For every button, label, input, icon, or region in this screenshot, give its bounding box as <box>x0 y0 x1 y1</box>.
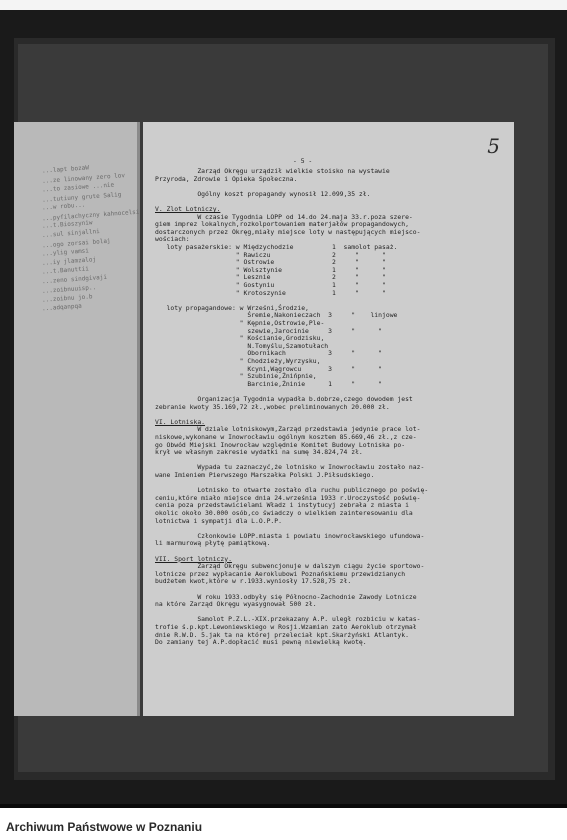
left-page-faint-line: ...t.Bioszyniw <box>41 219 93 230</box>
document-line: " Ostrowie 2 " " <box>155 258 386 267</box>
document-line: " Krotoszynie 1 " " <box>155 288 386 297</box>
document-line: Samolot P.Z.L.-XIX.przekazany A.P. uległ rozbiciu w katas- <box>155 615 421 624</box>
document-line: " Kościanie,Grodzisku, <box>155 334 325 343</box>
document-line: Obornikach 3 " " <box>155 349 383 358</box>
left-page <box>14 122 140 716</box>
document-page <box>143 122 514 716</box>
document-line: Śremie,Nakonieczach 3 " linjowe <box>155 311 398 320</box>
document-line: Zarząd Okręgu urządził wielkie stoisko na wystawie <box>155 167 390 175</box>
document-line: ceniu,które miało miejsce dnia 24.września 1933 r.Uroczystość poświę- <box>155 493 421 502</box>
archive-label: Archiwum Państwowe w Poznaniu <box>6 820 203 834</box>
document-line: giem imprez lokalnych,rozkolportowaniem materjałów propagandowych, <box>155 220 409 229</box>
document-line: W roku 1933.odbyły się Północno-Zachodnie Zawody Lotnicze <box>155 592 417 601</box>
document-line: Członkowie LOPP.miasta i powiatu inowrocławskiego ufundowa- <box>155 531 425 540</box>
document-line: loty propagandowe: w Wrześni,Środzie, <box>155 303 309 312</box>
left-page-faint-line: ...sul sinjallni <box>41 228 100 240</box>
document-line: " Wolsztynie 1 " " <box>155 265 386 274</box>
left-page-faint-line: ...ylig vamsi <box>41 247 90 258</box>
document-line: W dziale lotniskowym,Zarząd przedstawia jedynie prace lot- <box>155 425 421 434</box>
document-line: go Obwód Miejski Inowrocław względnie Komitet Budowy Lotniska po- <box>155 440 406 449</box>
left-page-faint-line: ...lapt bozaW <box>41 164 90 175</box>
document-line: " Kępnie,Ostrowie,Ple- <box>155 319 325 327</box>
document-line: budżetem kwot,które w r.1933.wyniosły 17.528,75 zł. <box>155 577 352 586</box>
document-line: Kcyni,Wągrowcu 3 " " <box>155 364 383 373</box>
left-page-faint-line: ...ze linowany zero lov <box>41 172 126 186</box>
document-line: cenia poza przedstawicielami Władz i instytucyj zebrała z miasta i <box>155 501 409 510</box>
left-page-faint-line: ...pyfilachyczny kahnocelsi <box>41 208 140 223</box>
document-line: Wypada tu zaznaczyć,że lotnisko w Inowrocławiu zostało naz- <box>155 463 425 472</box>
document-line: Organizacja Tygodnia wypadła b.dobrze,czego dowodem jest <box>155 395 413 403</box>
document-line: " Gostyniu 1 " " <box>155 281 386 289</box>
document-line: Lotnisko to otwarte zostało dla ruchu publicznego po poświę- <box>155 486 429 495</box>
left-page-faint-line: ...ogo zorsai bolaj <box>41 237 111 249</box>
document-line: lotnicze przez wypłacanie Aeroklubowi Poznańskiemu przewidzianych <box>155 569 406 578</box>
document-line: Barcinie,Żninie 1 " " <box>155 379 383 388</box>
document-line: Przyroda, Zdrowie i Opieka Społeczna. <box>155 174 298 183</box>
top-bar <box>0 0 567 10</box>
left-page-faint-line: ...to zasiowe ...nie <box>41 181 115 194</box>
document-line: niskowe,wykonane w Inowrocławiu ogólnym kosztem 85.669,46 zł.,z cze- <box>155 433 417 441</box>
document-line: lotnictwa i sympatji dla L.O.P.P. <box>155 516 282 525</box>
left-page-faint-line: ...adqanpqa <box>41 302 82 313</box>
page-marker: - 5 - <box>293 157 313 165</box>
document-line: loty pasażerskie: w Międzychodzie 1 samolot pasaż. <box>155 243 398 251</box>
document-line: dostarczonych przez Okręg,miały miejsce loty w następujących miejsco- <box>155 227 421 236</box>
document-line: dnie R.W.D. 5.jak ta na której przeleciał kpt.Skarżyński Atlantyk. <box>155 630 409 639</box>
left-page-faint-line: ...tutiuny grute Salig <box>41 190 122 204</box>
left-page-faint-line: ...iy jlamzaloj <box>41 256 97 267</box>
document-line: Do zamiany tej A.P.dopłacić musi pewną niewielką kwotę. <box>155 638 367 647</box>
document-line: na które Zarząd Okręgu wyasygnował 500 zł. <box>155 600 317 609</box>
left-page-faint-line: ...t.Banuttii <box>41 265 90 276</box>
document-line: trofie ś.p.kpt.Lewoniewskiego w Rosji.Wzamian zato Aeroklub otrzymał <box>155 623 417 631</box>
document-line: V. Zlot Lotniczy. <box>155 205 221 213</box>
document-line: W czasie Tygodnia LOPP od 14.do 24.maja 33.r.poza szere- <box>155 212 413 221</box>
document-line: li marmurową płytę pamiątkową. <box>155 539 271 548</box>
left-page-faint-line: ...zoibnuuisp.. <box>41 283 97 295</box>
document-line: N.Tomyślu,Szamotułach <box>155 341 329 350</box>
document-line: wane Imieniem Pierwszego Marszałka Polski J.Piłsudskiego. <box>155 471 375 479</box>
document-line: VII. Sport lotniczy. <box>155 554 232 563</box>
handwritten-page-number: 5 <box>487 134 500 158</box>
left-page-faint-line: ...zoibnu jo.b <box>41 293 93 304</box>
document-line: " Szubinie,Żnińpnie, <box>155 372 317 381</box>
document-line: zebranie kwoty 35.169,72 zł.,wobec preliminowanych 20.000 zł. <box>155 402 390 411</box>
document-line: Ogólny koszt propagandy wynosił 12.099,35 zł. <box>155 189 371 198</box>
document-line: wościach: <box>155 235 190 244</box>
document-line: " Lesznie 2 " " <box>155 273 386 282</box>
document-line: VI. Lotniska. <box>155 417 206 426</box>
document-line: Zarząd Okręgu subwencjonuje w dalszym ciągu życie sportowo- <box>155 562 425 571</box>
document-line: szewie,Jarocinie 3 " " <box>155 326 383 335</box>
left-page-faint-line: ...zeno sindgivaji <box>41 274 108 286</box>
left-page-faint-line: ...w robu... <box>41 201 86 212</box>
document-line: " Rawiczu 2 " " <box>155 250 386 259</box>
document-line: " Chodzieży,Wyrzysku, <box>155 357 321 365</box>
document-line: okolic około 30.000 osób,co świadczy o wielkiem zainteresowaniu dla <box>155 509 413 517</box>
document-line: krył we własnym zakresie wydatki na sumę 34.824,74 zł. <box>155 448 363 457</box>
footer <box>0 808 567 840</box>
